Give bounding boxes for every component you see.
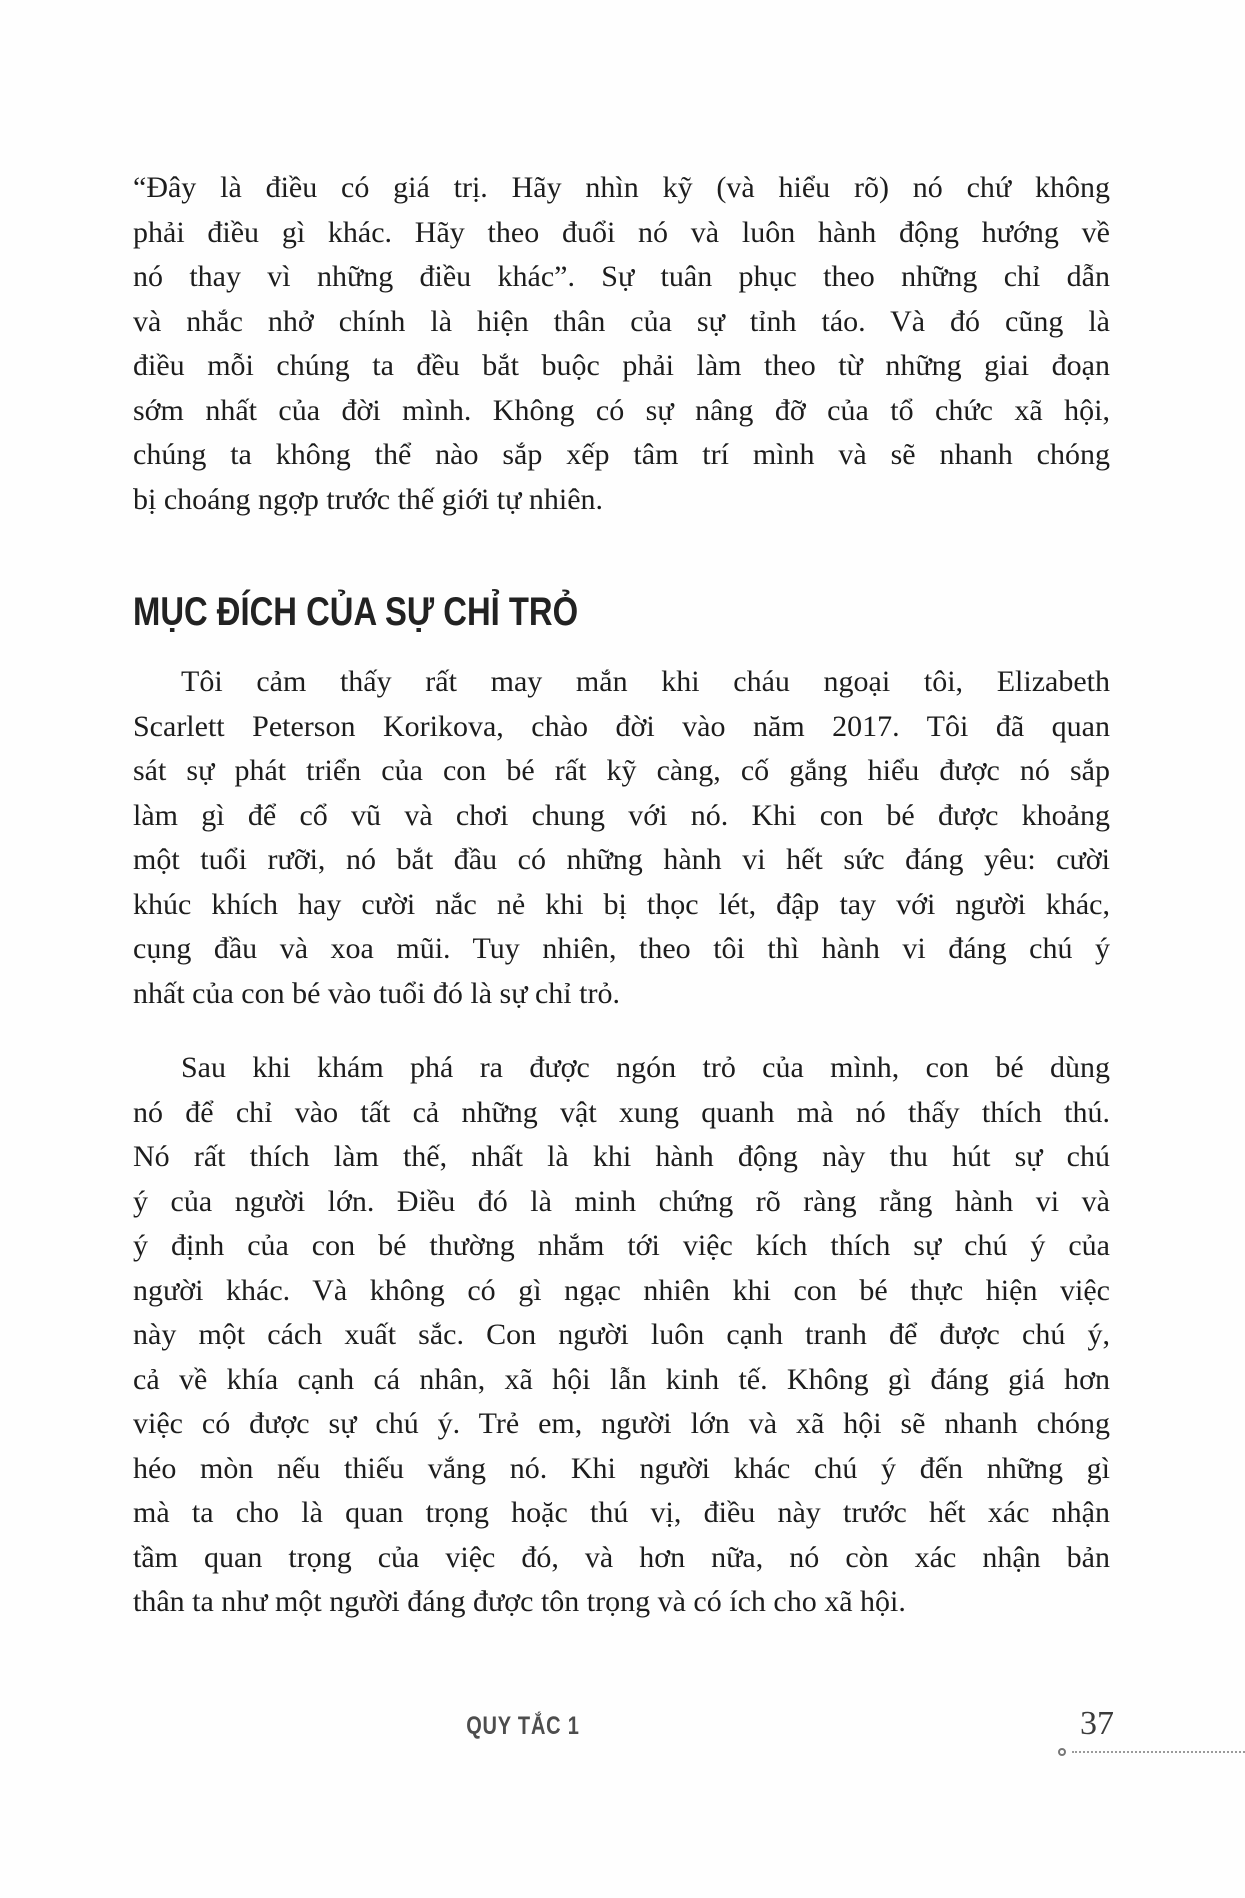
text-line: khúc khích hay cười nắc nẻ khi bị thọc lét, đập tay với người khác, bbox=[133, 887, 1110, 921]
text-line: nhất của con bé vào tuổi đó là sự chỉ trỏ. bbox=[133, 976, 620, 1010]
text-line: tầm quan trọng của việc đó, và hơn nữa, nó còn xác nhận bản bbox=[133, 1540, 1110, 1574]
text-line: nó để chỉ vào tất cả những vật xung quanh mà nó thấy thích thú. bbox=[133, 1095, 1110, 1129]
text-line: cụng đầu và xoa mũi. Tuy nhiên, theo tôi thì hành vi đáng chú ý bbox=[133, 932, 1110, 965]
text-line: việc có được sự chú ý. Trẻ em, người lớn và xã hội sẽ nhanh chóng bbox=[133, 1407, 1110, 1440]
text-line: sát sự phát triển của con bé rất kỹ càng, cố gắng hiểu được nó sắp bbox=[133, 754, 1110, 787]
paragraph-intro bbox=[133, 166, 1110, 522]
text-line: héo mòn nếu thiếu vắng nó. Khi người khác chú ý đến những gì bbox=[133, 1451, 1110, 1485]
text-line: Sau khi khám phá ra được ngón trỏ của mình, con bé dùng bbox=[181, 1051, 1110, 1084]
footer-circle-ornament bbox=[1058, 1748, 1066, 1756]
text-line: ý của người lớn. Điều đó là minh chứng rõ ràng rằng hành vi và bbox=[133, 1184, 1110, 1218]
text-line: một tuổi rưỡi, nó bắt đầu có những hành vi hết sức đáng yêu: cười bbox=[133, 843, 1110, 876]
text-line: người khác. Và không có gì ngạc nhiên khi con bé thực hiện việc bbox=[133, 1273, 1110, 1307]
text-line: phải điều gì khác. Hãy theo đuổi nó và luôn hành động hướng về bbox=[133, 215, 1110, 249]
section-heading bbox=[133, 586, 1110, 638]
footer-running-title-text: QUY TẮC 1 bbox=[466, 1712, 580, 1740]
text-line: sớm nhất của đời mình. Không có sự nâng đỡ của tổ chức xã hội, bbox=[133, 393, 1110, 427]
text-line: bị choáng ngợp trước thế giới tự nhiên. bbox=[133, 482, 604, 516]
footer-running-title bbox=[133, 1712, 913, 1741]
paragraph-pointing-2 bbox=[133, 1046, 1110, 1625]
text-line: Tôi cảm thấy rất may mắn khi cháu ngoại tôi, Elizabeth bbox=[181, 665, 1110, 698]
text-line: Nó rất thích làm thế, nhất là khi hành động này thu hút sự chú bbox=[133, 1140, 1110, 1173]
text-block bbox=[133, 166, 1110, 1625]
text-line: làm gì để cổ vũ và chơi chung với nó. Khi con bé được khoảng bbox=[133, 798, 1110, 832]
page-number: 37 bbox=[1080, 1705, 1114, 1742]
text-line: và nhắc nhở chính là hiện thân của sự tỉnh táo. Và đó cũng là bbox=[133, 304, 1110, 338]
footer-dotted-rule bbox=[1072, 1751, 1245, 1753]
text-line: Scarlett Peterson Korikova, chào đời vào năm 2017. Tôi đã quan bbox=[133, 709, 1110, 743]
text-line: mà ta cho là quan trọng hoặc thú vị, điều này trước hết xác nhận bbox=[133, 1496, 1110, 1529]
text-line: nó thay vì những điều khác”. Sự tuân phục theo những chỉ dẫn bbox=[133, 260, 1110, 293]
text-line: thân ta như một người đáng được tôn trọng và có ích cho xã hội. bbox=[133, 1585, 906, 1618]
paragraph-pointing-1 bbox=[133, 660, 1110, 1016]
text-line: ý định của con bé thường nhắm tới việc kích thích sự chú ý của bbox=[133, 1229, 1110, 1262]
text-line: này một cách xuất sắc. Con người luôn cạnh tranh để được chú ý, bbox=[133, 1318, 1110, 1351]
text-line: chúng ta không thể nào sắp xếp tâm trí mình và sẽ nhanh chóng bbox=[133, 438, 1110, 471]
section-heading-text: MỤC ĐÍCH CỦA SỰ CHỈ TRỎ bbox=[133, 590, 579, 634]
text-line: cả về khía cạnh cá nhân, xã hội lẫn kinh tế. Không gì đáng giá hơn bbox=[133, 1362, 1110, 1396]
text-line: “Đây là điều có giá trị. Hãy nhìn kỹ (và hiểu rõ) nó chứ không bbox=[133, 171, 1110, 204]
text-line: điều mỗi chúng ta đều bắt buộc phải làm theo từ những giai đoạn bbox=[133, 349, 1110, 382]
